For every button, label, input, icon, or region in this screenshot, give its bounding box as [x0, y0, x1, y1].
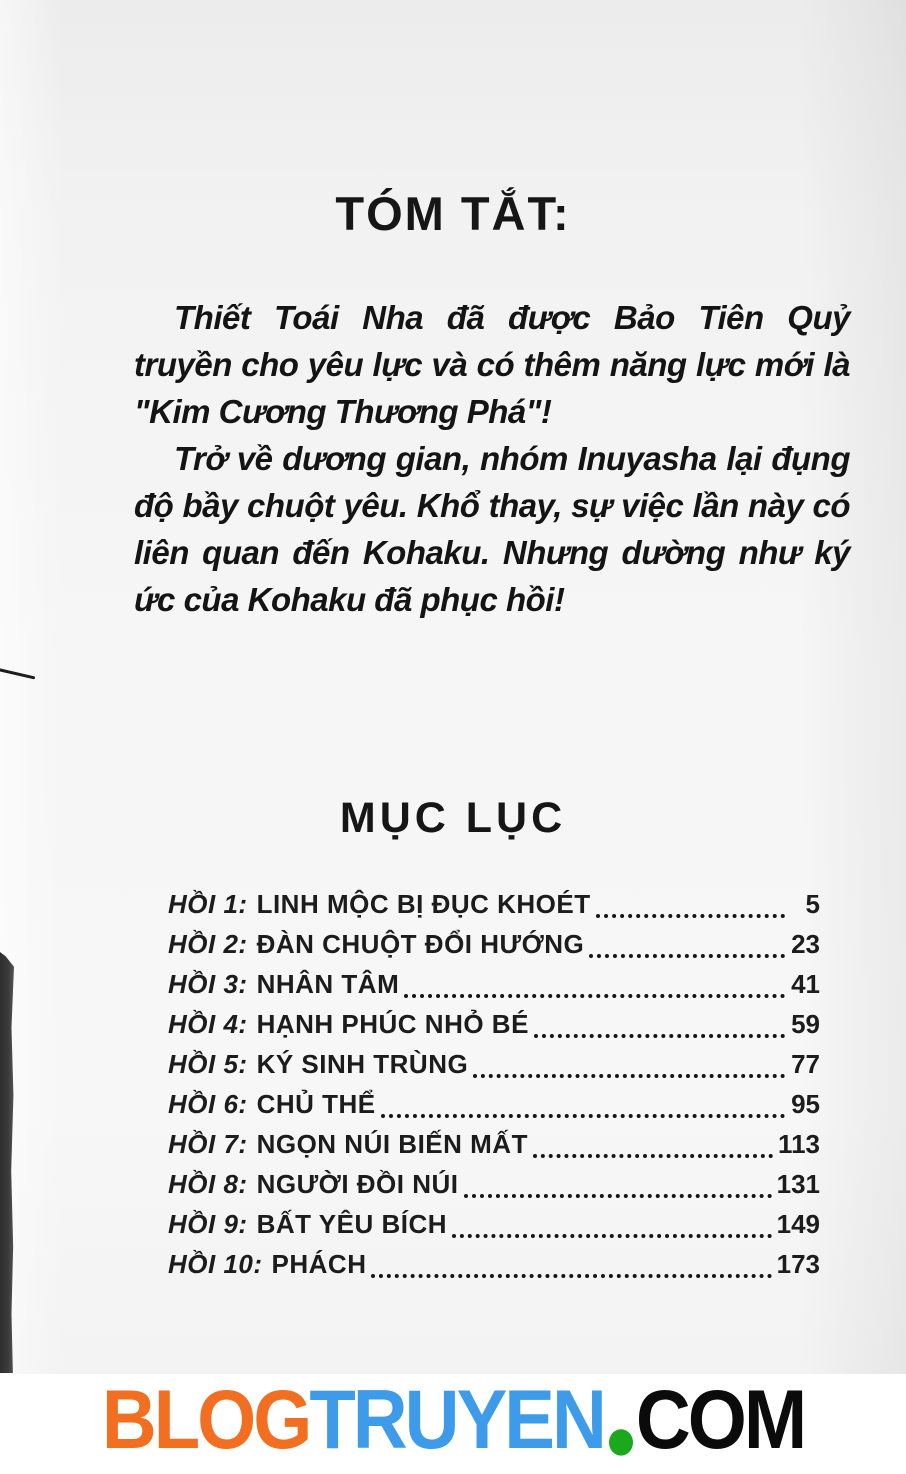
chapter-title: ĐÀN CHUỘT ĐỔI HƯỚNG: [256, 929, 585, 959]
scan-artifact-strip: [0, 952, 14, 1373]
chapter-title: CHỦ THỂ: [256, 1089, 376, 1119]
summary-title: TÓM TẮT:: [335, 187, 571, 240]
chapter-page-number: 77: [791, 1049, 820, 1079]
toc-title: MỤC LỤC: [339, 794, 567, 842]
dot-leader: [533, 1149, 773, 1158]
chapter-label: HỒI 7:: [168, 1129, 248, 1159]
dot-leader: [452, 1229, 772, 1238]
chapter-label: HỒI 4:: [168, 1009, 248, 1039]
chapter-page-number: 41: [791, 969, 820, 999]
chapter-label: HỒI 3:: [168, 969, 248, 999]
dot-leader: [473, 1069, 785, 1078]
toc-entry: [168, 1208, 820, 1238]
chapter-page-number: 23: [791, 929, 820, 959]
chapter-page-number: 113: [778, 1129, 820, 1159]
toc-entry: [168, 928, 820, 958]
chapter-title: PHÁCH: [271, 1249, 367, 1279]
dot-leader: [371, 1269, 771, 1278]
toc-entry: [168, 1088, 820, 1118]
dot-leader: [404, 989, 785, 998]
chapter-label: HỒI 9:: [168, 1209, 248, 1239]
chapter-page-number: 59: [791, 1009, 820, 1039]
chapter-label: HỒI 1:: [168, 889, 248, 919]
watermark-bar: [0, 1374, 906, 1474]
chapter-title: NGỌN NÚI BIẾN MẤT: [256, 1129, 528, 1159]
toc-entry: [168, 1128, 820, 1158]
green-dot-icon: [609, 1429, 633, 1455]
chapter-title: LINH MỘC BỊ ĐỤC KHOÉT: [256, 889, 591, 919]
chapter-title: BẤT YÊU BÍCH: [256, 1209, 448, 1239]
summary-paragraph: Trở về dương gian, nhóm Inuyasha lại đụng độ bầy chuột yêu. Khổ thay, sự việc lần này có liên quan đến Kohaku. Nhưng dường như ký ức của Kohaku đã phục hồi!: [134, 440, 850, 618]
chapter-label: HỒI 5:: [168, 1049, 248, 1079]
scan-artifact-line: [0, 668, 35, 679]
toc-list: [168, 888, 820, 1288]
chapter-title: NGƯỜI ĐỒI NÚI: [256, 1169, 459, 1199]
dot-leader: [596, 909, 785, 918]
logo-text-truyen: TRUYEN: [309, 1373, 604, 1467]
chapter-page-number: 173: [776, 1249, 820, 1279]
chapter-label: HỒI 6:: [168, 1089, 248, 1119]
chapter-label: HỒI 2:: [168, 929, 248, 959]
chapter-label: HỒI 8:: [168, 1169, 248, 1199]
logo-text-blog: BLOG: [101, 1373, 310, 1467]
chapter-title: NHÂN TÂM: [256, 969, 400, 999]
chapter-page-number: 149: [776, 1209, 820, 1239]
dot-leader: [381, 1109, 785, 1118]
chapter-label: HỒI 10:: [168, 1249, 263, 1279]
chapter-page-number: 131: [776, 1169, 820, 1199]
toc-entry: [168, 1048, 820, 1078]
summary-paragraph: Thiết Toái Nha đã được Bảo Tiên Quỷ truyền cho yêu lực và có thêm năng lực mới là "Kim Cương Thương Phá"!: [134, 299, 850, 430]
chapter-page-number: 95: [791, 1089, 820, 1119]
dot-leader: [589, 949, 785, 958]
chapter-page-number: 5: [805, 889, 820, 919]
toc-entry: [168, 1008, 820, 1038]
dot-leader: [534, 1029, 785, 1038]
dot-leader: [464, 1189, 772, 1198]
chapter-title: HẠNH PHÚC NHỎ BÉ: [256, 1009, 529, 1039]
toc-entry: [168, 1168, 820, 1198]
blogtruyen-logo: [101, 1373, 805, 1467]
toc-entry: [168, 1248, 820, 1278]
logo-text-com: COM: [635, 1373, 805, 1467]
chapter-title: KÝ SINH TRÙNG: [256, 1049, 469, 1079]
summary-body: [134, 294, 850, 623]
toc-entry: [168, 968, 820, 998]
toc-entry: [168, 888, 820, 918]
